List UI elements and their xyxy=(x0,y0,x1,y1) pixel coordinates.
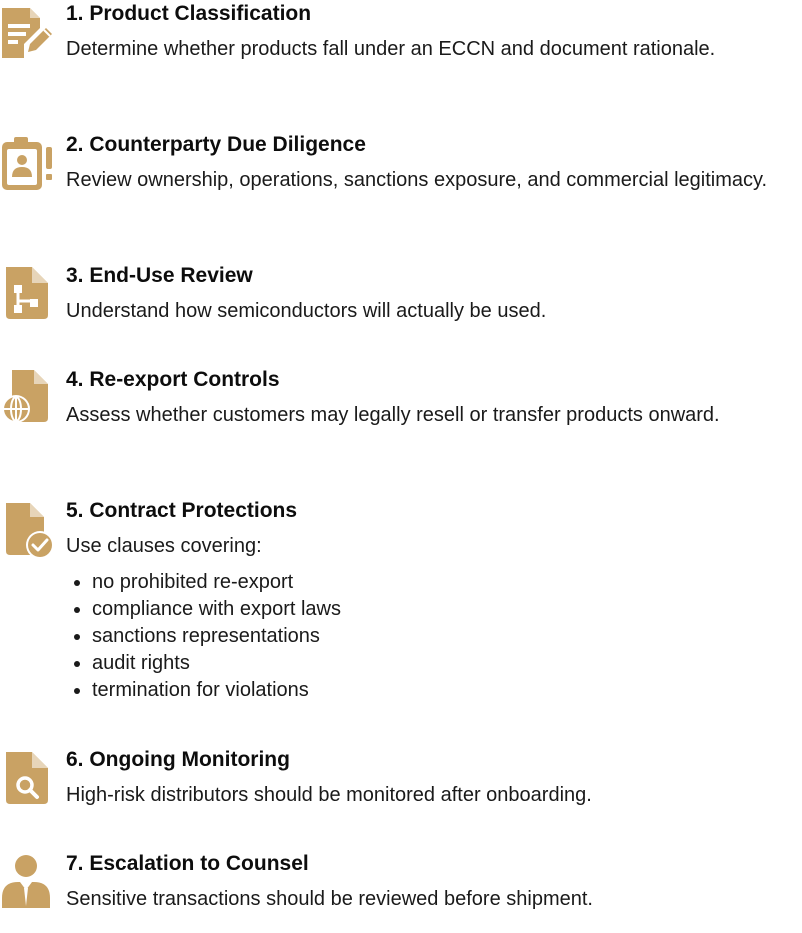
step-title: 6. Ongoing Monitoring xyxy=(66,748,290,771)
file-globe-icon xyxy=(0,368,56,426)
list-item: • termination for violations xyxy=(92,677,786,704)
step-title: 1. Product Classification xyxy=(66,2,312,25)
step-title: 3. End-Use Review xyxy=(66,264,253,287)
step-description: High-risk distributors should be monitored after onboarding. xyxy=(66,784,592,806)
step-description: Use clauses covering: xyxy=(66,535,262,557)
list-item: • no prohibited re-export xyxy=(92,569,786,596)
file-search-icon xyxy=(0,750,56,808)
user-tie-icon xyxy=(0,854,56,912)
step-description: Sensitive transactions should be reviewed before shipment. xyxy=(66,888,593,910)
step-description: Determine whether products fall under an ECCN and document rationale. xyxy=(66,38,716,60)
step-title: 2. Counterparty Due Diligence xyxy=(66,133,366,156)
step-description: Understand how semiconductors will actually be used. xyxy=(66,300,547,322)
step-title: 4. Re-export Controls xyxy=(66,368,280,391)
file-flow-icon xyxy=(0,265,56,323)
list-item: • audit rights xyxy=(92,650,786,677)
step-title: 7. Escalation to Counsel xyxy=(66,852,309,875)
step-title: 5. Contract Protections xyxy=(66,499,298,522)
clause-list xyxy=(66,569,786,704)
step-description: Assess whether customers may legally resell or transfer products onward. xyxy=(66,404,720,426)
document-edit-icon xyxy=(0,4,56,62)
list-item: • sanctions representations xyxy=(92,623,786,650)
file-check-icon xyxy=(0,501,56,559)
id-badge-alert-icon xyxy=(0,135,56,193)
step-description: Review ownership, operations, sanctions exposure, and commercial legitimacy. xyxy=(66,169,768,191)
list-item: • compliance with export laws xyxy=(92,596,786,623)
